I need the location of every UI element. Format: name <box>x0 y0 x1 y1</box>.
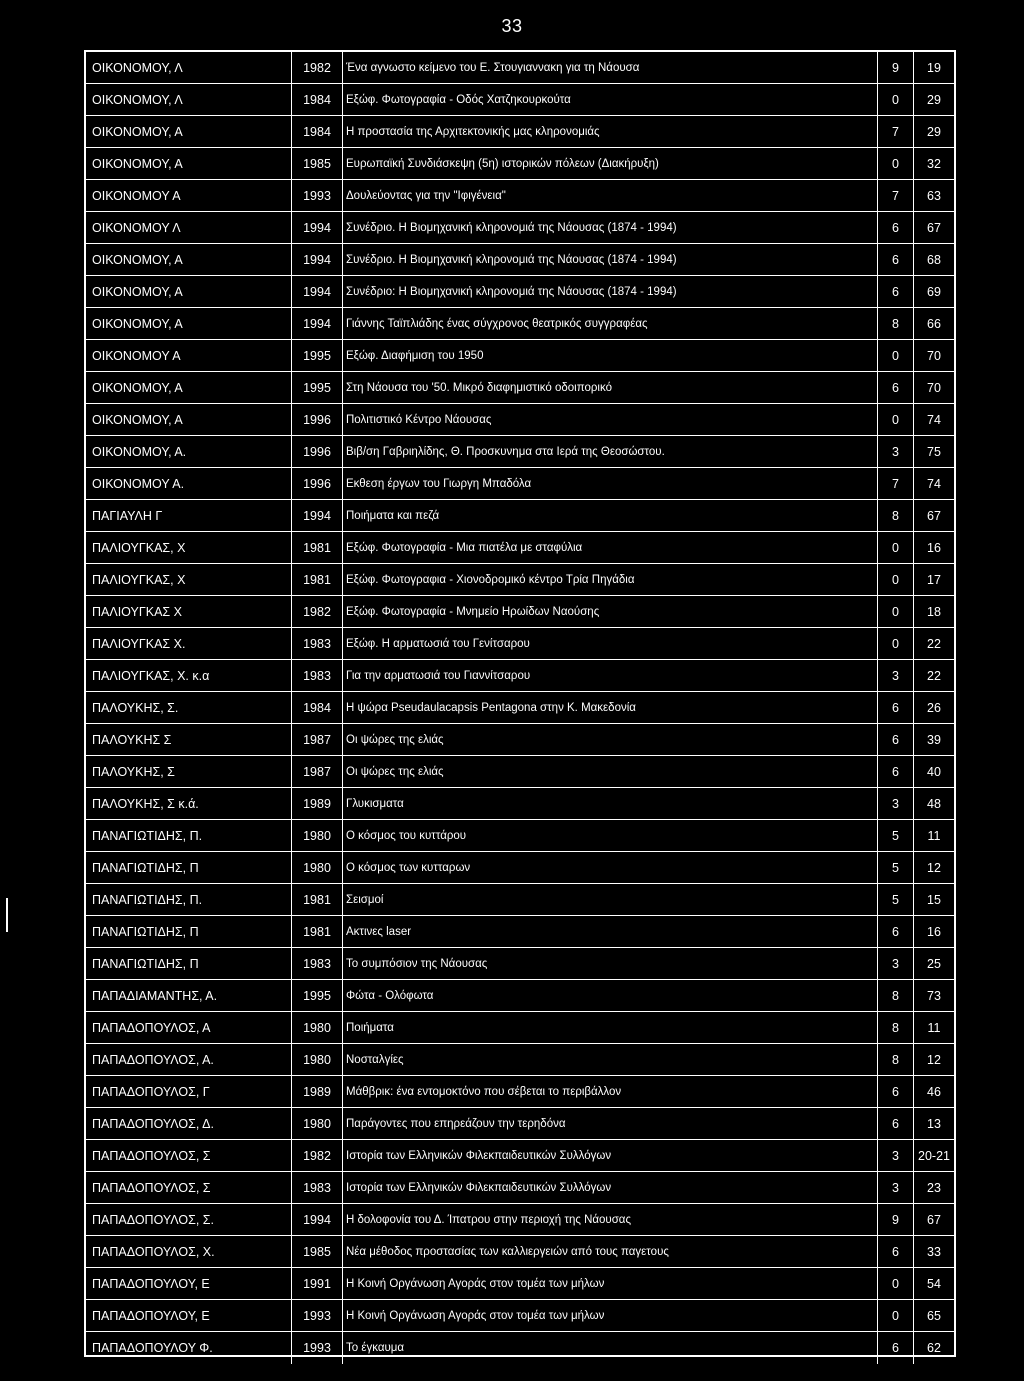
title-cell: Συνέδριο: Η Βιομηχανική κληρονομιά της Νάουσας (1874 - 1994) <box>343 276 878 307</box>
table-row <box>86 1108 954 1140</box>
page-cell: 12 <box>927 860 941 875</box>
author-cell: ΠΑΓΙΑΥΛΗ Γ <box>86 500 292 531</box>
title-cell: Η προστασία της Αρχιτεκτονικής μας κληρονομιάς <box>343 116 878 147</box>
year-cell: 1981 <box>292 884 343 915</box>
volume-cell: 3 <box>878 660 914 691</box>
author-cell: ΠΑΠΑΔΟΠΟΥΛΟΥ Φ. <box>86 1332 292 1364</box>
title-cell: Γλυκισματα <box>343 788 878 819</box>
volume-cell: 6 <box>878 916 914 947</box>
year-cell: 1996 <box>292 468 343 499</box>
title-cell: Πολιτιστικό Κέντρο Νάουσας <box>343 404 878 435</box>
page-cell: 32 <box>927 156 941 171</box>
page-cell: 15 <box>927 892 941 907</box>
volume-cell: 6 <box>878 1332 914 1364</box>
volume-cell: 9 <box>878 52 914 83</box>
volume-cell: 6 <box>878 692 914 723</box>
author-cell: ΠΑΠΑΔΟΠΟΥΛΟΣ, Γ <box>86 1076 292 1107</box>
year-cell: 1985 <box>292 148 343 179</box>
volume-cell: 7 <box>878 180 914 211</box>
index-table <box>84 50 956 1357</box>
title-cell: Εξώφ. Διαφήμιση του 1950 <box>343 340 878 371</box>
title-cell: Η δολοφονία του Δ. Ίπατρου στην περιοχή της Νάουσας <box>343 1204 878 1235</box>
volume-cell: 6 <box>878 244 914 275</box>
page-cell: 73 <box>927 988 941 1003</box>
table-row <box>86 244 954 276</box>
volume-cell: 0 <box>878 564 914 595</box>
year-cell: 1994 <box>292 500 343 531</box>
volume-cell: 7 <box>878 116 914 147</box>
page-cell: 26 <box>927 700 941 715</box>
table-row <box>86 404 954 436</box>
title-cell: Για την αρματωσιά του Γιαννίτσαρου <box>343 660 878 691</box>
volume-cell: 8 <box>878 308 914 339</box>
page-cell: 46 <box>927 1084 941 1099</box>
page-cell: 23 <box>927 1180 941 1195</box>
page-cell: 29 <box>927 92 941 107</box>
author-cell: ΠΑΠΑΔΟΠΟΥΛΟΣ, Σ. <box>86 1204 292 1235</box>
page-cell: 69 <box>927 284 941 299</box>
year-cell: 1983 <box>292 628 343 659</box>
title-cell: Ευρωπαϊκή Συνδιάσκεψη (5η) ιστορικών πόλεων (Διακήρυξη) <box>343 148 878 179</box>
year-cell: 1982 <box>292 1140 343 1171</box>
author-cell: ΟΙΚΟΝΟΜΟΥ, Α <box>86 116 292 147</box>
volume-cell: 0 <box>878 1300 914 1331</box>
year-cell: 1980 <box>292 820 343 851</box>
author-cell: ΠΑΛΟΥΚΗΣ, Σ κ.ά. <box>86 788 292 819</box>
author-cell: ΟΙΚΟΝΟΜΟΥ, Α. <box>86 436 292 467</box>
title-cell: Το συμπόσιον της Νάουσας <box>343 948 878 979</box>
page-number: 33 <box>501 16 523 36</box>
page-cell: 74 <box>927 476 941 491</box>
table-row <box>86 916 954 948</box>
title-cell: Φώτα - Ολόφωτα <box>343 980 878 1011</box>
table-row <box>86 532 954 564</box>
title-cell: Ποιήματα <box>343 1012 878 1043</box>
table-row <box>86 884 954 916</box>
table-row <box>86 1012 954 1044</box>
volume-cell: 5 <box>878 884 914 915</box>
volume-cell: 0 <box>878 1268 914 1299</box>
volume-cell: 8 <box>878 1012 914 1043</box>
year-cell: 1996 <box>292 436 343 467</box>
author-cell: ΠΑΛΙΟΥΓΚΑΣ, Χ <box>86 532 292 563</box>
page-cell: 22 <box>927 636 941 651</box>
volume-cell: 5 <box>878 852 914 883</box>
year-cell: 1995 <box>292 340 343 371</box>
table-row <box>86 660 954 692</box>
table-row <box>86 1140 954 1172</box>
author-cell: ΟΙΚΟΝΟΜΟΥ, Α <box>86 308 292 339</box>
author-cell: ΠΑΠΑΔΙΑΜΑΝΤΗΣ, Α. <box>86 980 292 1011</box>
author-cell: ΟΙΚΟΝΟΜΟΥ Λ <box>86 212 292 243</box>
title-cell: Συνέδριο. Η Βιομηχανική κληρονομιά της Νάουσας (1874 - 1994) <box>343 212 878 243</box>
table-row <box>86 692 954 724</box>
title-cell: Νοσταλγίες <box>343 1044 878 1075</box>
page-cell: 66 <box>927 316 941 331</box>
title-cell: Ποιήματα και πεζά <box>343 500 878 531</box>
table-row <box>86 276 954 308</box>
page-cell: 40 <box>927 764 941 779</box>
page-cell: 75 <box>927 444 941 459</box>
table-row <box>86 468 954 500</box>
page-cell: 63 <box>927 188 941 203</box>
table-row <box>86 500 954 532</box>
year-cell: 1984 <box>292 116 343 147</box>
volume-cell: 0 <box>878 340 914 371</box>
volume-cell: 6 <box>878 1108 914 1139</box>
title-cell: Στη Νάουσα του '50. Μικρό διαφημιστικό οδοιπορικό <box>343 372 878 403</box>
year-cell: 1993 <box>292 1332 343 1364</box>
table-row <box>86 436 954 468</box>
title-cell: Η Κοινή Οργάνωση Αγοράς στον τομέα των μήλων <box>343 1268 878 1299</box>
title-cell: Ιστορία των Ελληνικών Φιλεκπαιδευτικών Συλλόγων <box>343 1172 878 1203</box>
table-row <box>86 724 954 756</box>
author-cell: ΠΑΠΑΔΟΠΟΥΛΟΣ, Α. <box>86 1044 292 1075</box>
year-cell: 1996 <box>292 404 343 435</box>
table-row <box>86 1300 954 1332</box>
table-row <box>86 820 954 852</box>
volume-cell: 6 <box>878 212 914 243</box>
year-cell: 1995 <box>292 372 343 403</box>
volume-cell: 3 <box>878 436 914 467</box>
page-cell: 16 <box>927 540 941 555</box>
year-cell: 1981 <box>292 564 343 595</box>
page-cell: 11 <box>927 1020 941 1035</box>
title-cell: Το έγκαυμα <box>343 1332 878 1364</box>
title-cell: Εκθεση έργων του Γιωργη Μπαδόλα <box>343 468 878 499</box>
page-cell: 68 <box>927 252 941 267</box>
author-cell: ΠΑΝΑΓΙΩΤΙΔΗΣ, Π. <box>86 884 292 915</box>
author-cell: ΟΙΚΟΝΟΜΟΥ, Λ <box>86 84 292 115</box>
page-cell: 33 <box>927 1244 941 1259</box>
volume-cell: 7 <box>878 468 914 499</box>
page-cell: 18 <box>927 604 941 619</box>
table-row <box>86 116 954 148</box>
table-row <box>86 628 954 660</box>
table-row <box>86 1204 954 1236</box>
year-cell: 1985 <box>292 1236 343 1267</box>
table-row <box>86 1076 954 1108</box>
author-cell: ΟΙΚΟΝΟΜΟΥ, Α <box>86 404 292 435</box>
author-cell: ΟΙΚΟΝΟΜΟΥ, Α <box>86 244 292 275</box>
title-cell: Νέα μέθοδος προστασίας των καλλιεργειών από τους παγετους <box>343 1236 878 1267</box>
table-row <box>86 372 954 404</box>
table-row <box>86 1172 954 1204</box>
title-cell: Ιστορία των Ελληνικών Φιλεκπαιδευτικών Συλλόγων <box>343 1140 878 1171</box>
volume-cell: 8 <box>878 1044 914 1075</box>
title-cell: Η Κοινή Οργάνωση Αγοράς στον τομέα των μήλων <box>343 1300 878 1331</box>
volume-cell: 0 <box>878 628 914 659</box>
year-cell: 1995 <box>292 980 343 1011</box>
title-cell: Βιβ/ση Γαβριηλίδης, Θ. Προσκυνημα στα Ιερά της Θεοσώστου. <box>343 436 878 467</box>
title-cell: Εξώφ. Φωτογραφία - Οδός Χατζηκουρκούτα <box>343 84 878 115</box>
table-row <box>86 788 954 820</box>
title-cell: Εξώφ. Φωτογραφία - Μια πιατέλα με σταφύλια <box>343 532 878 563</box>
page-cell: 65 <box>927 1308 941 1323</box>
year-cell: 1984 <box>292 84 343 115</box>
year-cell: 1980 <box>292 1012 343 1043</box>
table-row <box>86 180 954 212</box>
page-cell: 70 <box>927 348 941 363</box>
page-cell: 12 <box>927 1052 941 1067</box>
table-row <box>86 756 954 788</box>
page-cell: 48 <box>927 796 941 811</box>
year-cell: 1980 <box>292 1044 343 1075</box>
volume-cell: 0 <box>878 84 914 115</box>
author-cell: ΠΑΛΙΟΥΓΚΑΣ, Χ <box>86 564 292 595</box>
page-cell: 54 <box>927 1276 941 1291</box>
title-cell: Γιάννης Ταϊπλιάδης ένας σύγχρονος θεατρικός συγγραφέας <box>343 308 878 339</box>
author-cell: ΠΑΝΑΓΙΩΤΙΔΗΣ, Π <box>86 948 292 979</box>
author-cell: ΟΙΚΟΝΟΜΟΥ, Α <box>86 276 292 307</box>
page-cell: 67 <box>927 220 941 235</box>
year-cell: 1987 <box>292 756 343 787</box>
page-cell: 67 <box>927 1212 941 1227</box>
table-row <box>86 1332 954 1364</box>
author-cell: ΠΑΠΑΔΟΠΟΥΛΟΣ, Δ. <box>86 1108 292 1139</box>
year-cell: 1981 <box>292 916 343 947</box>
table-row <box>86 308 954 340</box>
volume-cell: 3 <box>878 788 914 819</box>
page-cell: 13 <box>927 1116 941 1131</box>
volume-cell: 3 <box>878 1172 914 1203</box>
title-cell: Δουλεύοντας για την "Ιφιγένεια" <box>343 180 878 211</box>
title-cell: Παράγοντες που επηρεάζουν την τερηδόνα <box>343 1108 878 1139</box>
table-row <box>86 1268 954 1300</box>
margin-mark <box>6 898 8 932</box>
volume-cell: 6 <box>878 756 914 787</box>
volume-cell: 6 <box>878 1236 914 1267</box>
page-cell: 29 <box>927 124 941 139</box>
year-cell: 1989 <box>292 788 343 819</box>
title-cell: Μάθβρικ: ένα εντομοκτόνο που σέβεται το περιβάλλον <box>343 1076 878 1107</box>
volume-cell: 8 <box>878 500 914 531</box>
year-cell: 1993 <box>292 1300 343 1331</box>
year-cell: 1987 <box>292 724 343 755</box>
year-cell: 1984 <box>292 692 343 723</box>
year-cell: 1994 <box>292 276 343 307</box>
author-cell: ΠΑΛΟΥΚΗΣ, Σ. <box>86 692 292 723</box>
volume-cell: 6 <box>878 724 914 755</box>
title-cell: Οι ψώρες της ελιάς <box>343 724 878 755</box>
title-cell: Ο κόσμος του κυττάρου <box>343 820 878 851</box>
year-cell: 1983 <box>292 660 343 691</box>
volume-cell: 0 <box>878 596 914 627</box>
year-cell: 1994 <box>292 1204 343 1235</box>
volume-cell: 6 <box>878 276 914 307</box>
author-cell: ΠΑΛΟΥΚΗΣ Σ <box>86 724 292 755</box>
page-cell: 16 <box>927 924 941 939</box>
author-cell: ΠΑΛΙΟΥΓΚΑΣ, Χ. κ.α <box>86 660 292 691</box>
volume-cell: 0 <box>878 532 914 563</box>
year-cell: 1983 <box>292 1172 343 1203</box>
table-row <box>86 1236 954 1268</box>
page-cell: 19 <box>927 60 941 75</box>
author-cell: ΟΙΚΟΝΟΜΟΥ Α <box>86 340 292 371</box>
page-cell: 39 <box>927 732 941 747</box>
table-row <box>86 340 954 372</box>
page-cell: 70 <box>927 380 941 395</box>
page-cell: 74 <box>927 412 941 427</box>
table-row <box>86 596 954 628</box>
author-cell: ΠΑΠΑΔΟΠΟΥΛΟΥ, Ε <box>86 1268 292 1299</box>
author-cell: ΟΙΚΟΝΟΜΟΥ Α <box>86 180 292 211</box>
title-cell: Συνέδριο. Η Βιομηχανική κληρονομιά της Νάουσας (1874 - 1994) <box>343 244 878 275</box>
author-cell: ΠΑΛΙΟΥΓΚΑΣ Χ <box>86 596 292 627</box>
year-cell: 1991 <box>292 1268 343 1299</box>
volume-cell: 8 <box>878 980 914 1011</box>
table-row <box>86 212 954 244</box>
table-row <box>86 84 954 116</box>
year-cell: 1980 <box>292 1108 343 1139</box>
volume-cell: 9 <box>878 1204 914 1235</box>
volume-cell: 3 <box>878 1140 914 1171</box>
year-cell: 1994 <box>292 212 343 243</box>
page-cell: 20-21 <box>918 1148 950 1163</box>
volume-cell: 6 <box>878 372 914 403</box>
table-row <box>86 52 954 84</box>
author-cell: ΠΑΠΑΔΟΠΟΥΛΟΣ, Σ <box>86 1140 292 1171</box>
volume-cell: 3 <box>878 948 914 979</box>
title-cell: Ακτινες laser <box>343 916 878 947</box>
page-cell: 25 <box>927 956 941 971</box>
table-row <box>86 564 954 596</box>
year-cell: 1980 <box>292 852 343 883</box>
title-cell: Οι ψώρες της ελιάς <box>343 756 878 787</box>
year-cell: 1994 <box>292 308 343 339</box>
page-cell: 22 <box>927 668 941 683</box>
title-cell: Ο κόσμος των κυτταρων <box>343 852 878 883</box>
title-cell: Εξώφ. Η αρματωσιά του Γενίτσαρου <box>343 628 878 659</box>
volume-cell: 0 <box>878 148 914 179</box>
year-cell: 1982 <box>292 596 343 627</box>
volume-cell: 6 <box>878 1076 914 1107</box>
title-cell: Σεισμοί <box>343 884 878 915</box>
table-row <box>86 980 954 1012</box>
author-cell: ΟΙΚΟΝΟΜΟΥ Α. <box>86 468 292 499</box>
author-cell: ΠΑΠΑΔΟΠΟΥΛΟΥ, Ε <box>86 1300 292 1331</box>
table-row <box>86 852 954 884</box>
year-cell: 1989 <box>292 1076 343 1107</box>
page-cell: 11 <box>927 828 941 843</box>
author-cell: ΠΑΠΑΔΟΠΟΥΛΟΣ, Σ <box>86 1172 292 1203</box>
page-cell: 62 <box>927 1341 941 1355</box>
title-cell: Εξώφ. Φωτογραφια - Χιονοδρομικό κέντρο Τρία Πηγάδια <box>343 564 878 595</box>
title-cell: Ένα αγνωστο κείμενο του Ε. Στουγιαννακη για τη Νάουσα <box>343 52 878 83</box>
page-cell: 67 <box>927 508 941 523</box>
table-row <box>86 1044 954 1076</box>
author-cell: ΠΑΝΑΓΙΩΤΙΔΗΣ, Π <box>86 916 292 947</box>
author-cell: ΠΑΝΑΓΙΩΤΙΔΗΣ, Π. <box>86 820 292 851</box>
volume-cell: 0 <box>878 404 914 435</box>
year-cell: 1981 <box>292 532 343 563</box>
author-cell: ΠΑΠΑΔΟΠΟΥΛΟΣ, Χ. <box>86 1236 292 1267</box>
author-cell: ΟΙΚΟΝΟΜΟΥ, Α <box>86 372 292 403</box>
author-cell: ΟΙΚΟΝΟΜΟΥ, Λ <box>86 52 292 83</box>
year-cell: 1993 <box>292 180 343 211</box>
author-cell: ΠΑΝΑΓΙΩΤΙΔΗΣ, Π <box>86 852 292 883</box>
year-cell: 1983 <box>292 948 343 979</box>
table-row <box>86 948 954 980</box>
year-cell: 1994 <box>292 244 343 275</box>
author-cell: ΠΑΛΟΥΚΗΣ, Σ <box>86 756 292 787</box>
page-cell: 17 <box>927 572 941 587</box>
title-cell: Εξώφ. Φωτογραφία - Μνημείο Ηρωίδων Ναούσης <box>343 596 878 627</box>
year-cell: 1982 <box>292 52 343 83</box>
volume-cell: 5 <box>878 820 914 851</box>
author-cell: ΠΑΛΙΟΥΓΚΑΣ Χ. <box>86 628 292 659</box>
table-row <box>86 148 954 180</box>
author-cell: ΟΙΚΟΝΟΜΟΥ, Α <box>86 148 292 179</box>
author-cell: ΠΑΠΑΔΟΠΟΥΛΟΣ, Α <box>86 1012 292 1043</box>
title-cell: Η ψώρα Pseudaulacapsis Pentagona στην Κ. Μακεδονία <box>343 692 878 723</box>
